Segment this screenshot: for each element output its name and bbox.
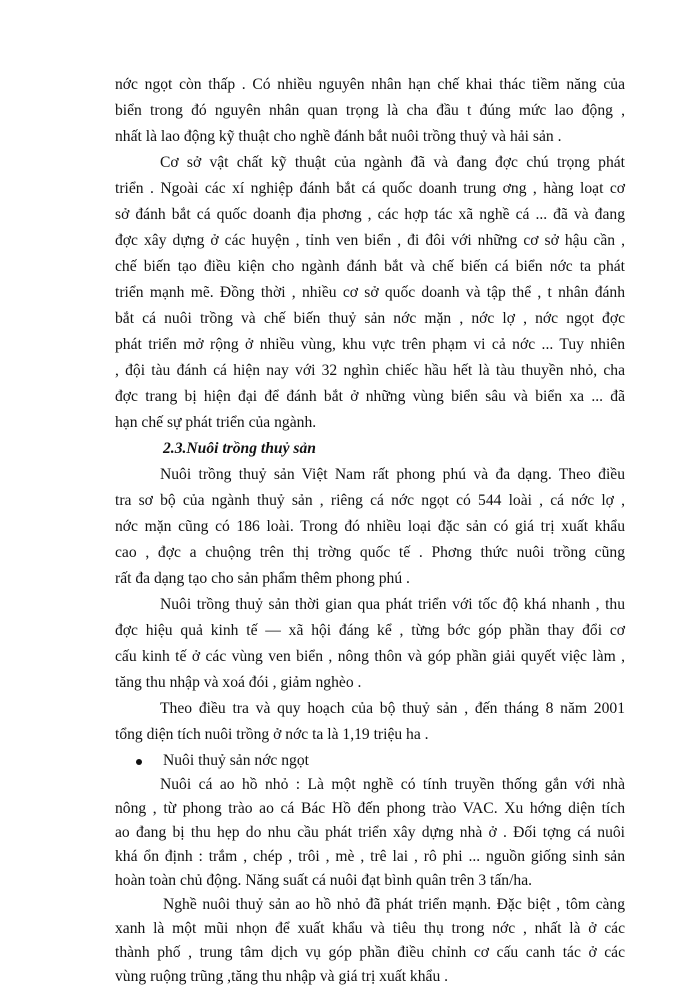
text-line: biển trong đó nguyên nhân quan trọng là cha đầu t đúng mức lao động , <box>115 102 625 119</box>
text-line: Theo điều tra và quy hoạch của bộ thuỷ sản , đến tháng 8 năm 2001 <box>160 700 625 717</box>
text-line: nhất là lao động kỹ thuật cho nghề đánh bắt nuôi trồng thuỷ và hải sản . <box>115 128 562 145</box>
text-line: triển . Ngoài các xí nghiệp đánh bắt cá quốc doanh trung ơng , hàng loạt cơ <box>115 180 625 197</box>
text-line: tra sơ bộ của ngành thuỷ sản , riêng cá nớc ngọt có 544 loài , cá nớc lợ , <box>115 492 625 509</box>
text-line: cấu kinh tế ở các vùng ven biển , nông thôn và góp phần giải quyết việc làm , <box>115 648 625 665</box>
text-line: phát triển mở rộng ở nhiều vùng, khu vực trên phạm vi cả nớc ... Tuy nhiên <box>115 336 625 353</box>
text-line: thành phố , trung tâm dịch vụ góp phần điều chỉnh cơ cấu canh tác ở các <box>115 944 625 961</box>
text-line: chế biến tạo điều kiện cho ngành đánh bắt và chế biến cá biển nớc ta phát <box>115 258 625 275</box>
text-line: tổng diện tích nuôi trồng ở nớc ta là 1,19 triệu ha . <box>115 726 429 743</box>
text-line: đợc trang bị hiện đại để đánh bắt ở những vùng biển sâu và biển xa ... đã <box>115 388 625 405</box>
text-line: tăng thu nhập và xoá đói , giảm nghèo . <box>115 674 362 691</box>
text-line: hạn chế sự phát triển của ngành. <box>115 414 317 431</box>
text-line: nớc ngọt còn thấp . Có nhiều nguyên nhân hạn chế khai thác tiềm năng của <box>115 76 625 93</box>
text-line: triển mạnh mẽ. Đồng thời , nhiều cơ sở quốc doanh và tập thể , t nhân đánh <box>115 284 625 301</box>
text-line: khá ổn định : trắm , chép , trôi , mè , trê lai , rô phi ... nguồn giống sinh sản <box>115 848 625 865</box>
text-line: hoàn toàn chủ động. Năng suất cá nuôi đạt bình quân trên 3 tấn/ha. <box>115 872 533 889</box>
text-line: sở đánh bắt cá quốc doanh địa phơng , các hợp tác xã nghề cá ... đã và đang <box>115 206 625 223</box>
text-line: Nuôi trồng thuỷ sản thời gian qua phát triển với tốc độ khá nhanh , thu <box>160 596 625 613</box>
text-line: cao , đợc a chuộng trên thị trờng quốc tế . Phơng thức nuôi trồng cũng <box>115 544 625 561</box>
text-line: xanh là một mũi nhọn để xuất khẩu và tiêu thụ trong nớc , nhất là ở các <box>115 920 625 937</box>
text-line: rất đa dạng tạo cho sản phẩm thêm phong phú . <box>115 570 410 587</box>
text-line: nông , từ phong trào ao cá Bác Hồ đến phong trào VAC. Xu hớng diện tích <box>115 800 625 817</box>
section-heading: 2.3.Nuôi trồng thuỷ sản <box>163 440 316 457</box>
text-line: đợc xây dựng ở các huyện , tỉnh ven biển , đi đôi với những cơ sở hậu cần , <box>115 232 625 249</box>
text-line: Nuôi cá ao hồ nhỏ : Là một nghề có tính truyền thống gắn với nhà <box>160 776 625 793</box>
bullet-icon <box>136 759 142 765</box>
text-line: vùng ruộng trũng ,tăng thu nhập và giá trị xuất khẩu . <box>115 968 449 985</box>
text-line: , đội tàu đánh cá hiện nay với 32 nghìn chiếc hầu hết là tàu thuyền nhỏ, cha <box>115 362 625 379</box>
text-line: bắt cá nuôi trồng và chế biến thuỷ sản nớc mặn , nớc lợ , nớc ngọt đợc <box>115 310 625 327</box>
text-line: ao đang bị thu hẹp do nhu cầu phát triển xây dựng nhà ở . Đối tợng cá nuôi <box>115 824 625 841</box>
text-line: Cơ sở vật chất kỹ thuật của ngành đã và đang đợc chú trọng phát <box>160 154 625 171</box>
text-line: Nghề nuôi thuỷ sản ao hồ nhỏ đã phát triển mạnh. Đặc biệt , tôm càng <box>163 896 625 913</box>
text-line: đợc hiệu quả kinh tế — xã hội đáng kể , từng bớc góp phần thay đổi cơ <box>115 622 625 639</box>
text-line: Nuôi trồng thuỷ sản Việt Nam rất phong phú và đa dạng. Theo điều <box>160 466 625 483</box>
text-line: nớc mặn cũng có 186 loài. Trong đó nhiều loại đặc sản có giá trị xuất khẩu <box>115 518 625 535</box>
bullet-item-label: Nuôi thuỷ sản nớc ngọt <box>163 752 309 769</box>
